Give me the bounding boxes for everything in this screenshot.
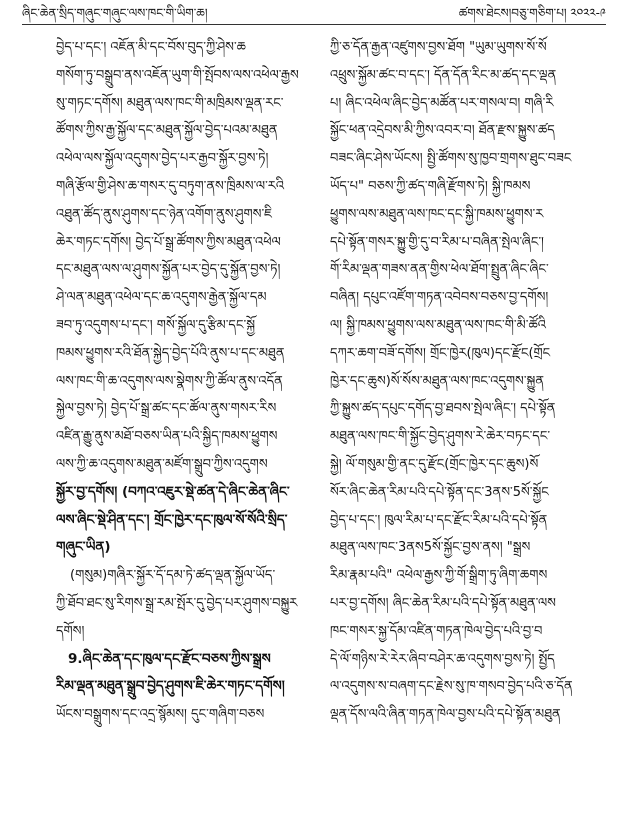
text-line: ཁྱེར་དང་ཆུས)སོ་སོས་མཐུན་ལས་ཁང་འདུགས་སྐྱུན bbox=[330, 373, 545, 389]
text-line: ཀྱི་ཅ་དོན་རྒྱན་འཛུགས་བྱས་ཐོག "ཡུམ་ཡུགས་སོ་སོ bbox=[330, 40, 547, 55]
text-line: པ། ཞིང་འཕེལ་ཞིང་བྱེད་མཚོན་པར་གསལ་བ། གཞི་རི bbox=[330, 95, 554, 111]
text-line: དེ་ལོ་གཉིས་རེ་རེར་ཞིབ་བཤེར་ཆ་འདུགས་བྱས་ཏེ། སྤྱོད bbox=[330, 651, 555, 667]
heading-line: 9.ཞིང་ཆེན་དང་ཁུལ་དང་རྫོང་བཅས་ཀྱིས་སྒྲས bbox=[68, 650, 271, 667]
text-line: འཛིན་རྒྱུ་ནུས་མཐོ་བཅས་ཡིན་པའི་སྐྱིད་ཁམས་ཕྱུགས bbox=[56, 429, 278, 445]
text-line: ཁམས་ཕྱུགས་རའི་ཐོན་སྐྱེད་བྱེད་པོའི་ནུས་པ་དང་མཐུན bbox=[56, 345, 285, 361]
heading-line: རིམ་ལྡན་མཐུན་སྒྲུབ་བྱེད་ཤུགས་ཇི་ཆེར་གཏང་དགོས། bbox=[56, 678, 285, 695]
text-line: དང་མཐུན་ལས་ལ་ཤུགས་སྐྱོན་པར་བྱེད་དུ་སྐྱོན་བྱས་ཏེ། bbox=[56, 262, 281, 278]
text-line: འཐུན་ཚོད་ནུས་ཤུགས་དང་ཉེན་འགོག་ནུས་ཤུགས་ཇི bbox=[56, 206, 273, 222]
text-line: ཡོངས་བསྒྲུགས་དང་འདྲ་སྙོམས། དུང་གཞིག་བཅས bbox=[56, 707, 265, 723]
heading-line: གཞུང་ཡིན) bbox=[56, 539, 111, 556]
text-line: སོར་ཞིང་ཆེན་རིམ་པའི་དཔེ་སྟོན་དང་3ནས་5སོ་སྐྱོང bbox=[330, 484, 549, 500]
right-column bbox=[330, 34, 582, 839]
text-line: ལ། སྐྱི་ཁམས་ཕྱུགས་ལས་མཐུན་ལས་ཁང་གི་མི་ཚོའི bbox=[330, 317, 546, 333]
left-column bbox=[56, 34, 308, 839]
text-line: དགོས། bbox=[56, 623, 85, 639]
text-line: ལས་ཀྱི་ཆ་འདུགས་མཐུན་མཛོག་སྒྲུབ་ཀྱིས་འདུགས bbox=[56, 456, 268, 472]
text-line: ཤེ་ལན་མཐུན་འཕེལ་དང་ཆ་འདུགས་རྒྱེན་སྐྱོལ་དམ bbox=[56, 290, 267, 306]
text-line: (གསུམ)གཞིར་སྐྱོར་དོ་དམ་ཏེ་ཚད་ལྡན་སྐྱོལ་ཡོད་ bbox=[70, 568, 276, 584]
text-line: སྐྱེ། ལོ་གསུམ་གྱི་ནང་དུ་རྫོང(གྲོང་ཁྱེར་དང་ཆུས)སོ bbox=[330, 456, 539, 472]
text-line: གསོག་ཏུ་བསྒྲུབ་ནས་འཇོན་ཡུག་གི་སྤོབས་ལས་འཕེལ་རྒྱས bbox=[56, 67, 299, 83]
heading-line: སྐྱོར་བྱ་དགོས། (བཀའ་འཇུར་སྡེ་ཚན་དེ་ཞིང་ཆེན་ཞིང་ bbox=[56, 483, 290, 500]
text-line: ལྡན་དོས་ལའི་ཞིན་གཏན་ཁེལ་བྱས་པའི་དཔེ་སྟོན་མཐུན bbox=[330, 707, 561, 723]
text-line: མཐུན་ལས་ཁང་གི་སྐྱོང་བྱེད་ཤུགས་རེ་ཆེར་བཏང་དང་ bbox=[330, 429, 551, 445]
text-line: བཟང་ཞིང་ཤེས་ཡོངས། སྤྱི་ཚོགས་སུ་ཁྱབ་གྲགས་ཐུང་བཟང bbox=[330, 151, 572, 167]
text-line: སྐྱོང་ཕན་འདྲེབས་མི་ཀྱིས་འབར་བ། ཐོན་རྫས་སྐྱུས་ཚད bbox=[330, 123, 555, 139]
text-line: བཞིན། དཔུང་འཛོག་གཏན་འབེབས་བཅས་བྱ་དགོས། bbox=[330, 290, 549, 306]
text-line: གོ་རིམ་ལྡན་གཟས་ནན་གྱིས་ཕེལ་ཐོག་སྤྲུན་ཞིང་ཞིང་ bbox=[330, 262, 549, 278]
text-line: མཐུན་ལས་ཁང་3ནས5སོ་སྐྱོང་བྱས་ནས། "སྒྲས bbox=[330, 540, 531, 556]
header-issue: ཚགས་ཐེངས།བཅུ་གཅིག་པ། ༢༠༢༢-༩ bbox=[458, 6, 606, 20]
text-line: ཀྱི་སྐྱུས་ཚད་དཔུང་དགོད་བྱ་ཐབས་སྤེལ་ཞིང་། དཔེ་སྟོན bbox=[330, 401, 556, 417]
text-line: ཡོད་པ" བཅས་ཀྱི་ཚད་གཞི་རྫོགས་ཏེ། སྐྱི་ཁམས bbox=[330, 178, 531, 194]
text-line: ལས་ཁང་གི་ཆ་འདུགས་ལས་སྣེགས་ཀྱི་ཚོལ་ནུས་འདོན bbox=[56, 373, 283, 389]
text-line: དཀར་ཆག་བཟོ་དགོས། གྲོང་ཁྱེར(ཁུལ)དང་རྫོང(གྲོང bbox=[330, 345, 551, 361]
text-line: སུ་གཏང་དགོས། མཐུན་ལས་ཁང་གི་མཁྲིམས་ལྡན་རང་ bbox=[56, 95, 284, 111]
text-line: ཁང་གསར་སྐྱ་དོམ་འཛིན་གཏན་ཁེལ་བྱེད་པའི་བྱ་བ bbox=[330, 623, 543, 639]
text-line: བྱེད་པ་དང་། ཁུལ་རིམ་པ་དང་རྫོང་རིམ་པའི་དཔེ་སྟོན bbox=[330, 512, 548, 528]
text-line: པར་བྱ་དགོས། ཞིང་ཆེན་རིམ་པའི་དཔེ་སྟོན་མཐུན་ལས bbox=[330, 595, 556, 611]
text-line: འཕྲུས་སྐྱོམ་ཚང་བ་དང་། དོན་དོན་རིང་མ་ཚད་དང་ལྡན bbox=[330, 67, 557, 83]
text-line: ལ་འདུགས་ས་བཞག་དང་རྗེས་སུ་ཁ་གསབ་བྱེད་པའི་ཅ་དོན bbox=[330, 679, 573, 695]
text-line: ཚོགས་ཀྱིས་རྒྱ་སྐྱོལ་དང་མཐུན་སྐྱོལ་བྱེད་པའམ་མཐུན bbox=[56, 123, 278, 139]
text-line: རིམ་རྣམ་པའི" འཕེལ་རྒྱས་ཀྱི་གོ་སྒྲིག་ཏུ་ཞིག་ཆགས bbox=[330, 568, 548, 584]
page-header bbox=[22, 4, 606, 25]
text-line: བྱེད་པ་དང་། འཇོན་མི་དང་བོས་བུད་ཀྱི་ཤེས་ཆ bbox=[56, 40, 246, 55]
text-line: ཟབ་ཏུ་འདུགས་པ་དང་། གསོ་སྐྱོལ་དུ་རྩིམ་དང་སྐྱོ bbox=[56, 317, 255, 333]
text-line: དཔེ་སྟོན་གསར་སྐྱུ་གྱི་དུ་བ་རིམ་པ་བཞིན་སྤེལ་ཞིང་། bbox=[330, 234, 544, 250]
header-title: ཞིང་ཆེན་སྲིད་གཞུང་གཞུང་ལས་ཁང་གི་ཡིག་ཆ། bbox=[22, 6, 208, 20]
text-line: གཞི་རྩོལ་གྱི་ཤེས་ཆ་གསར་དུ་བཏུག་ནས་ཁྲིམས་ལ་རའི bbox=[56, 178, 285, 194]
text-line: ཆེར་གཏང་དགོས། བྱེད་པོ་སྒྲ་ཚོགས་ཀྱིས་མཐུན་འཕེལ bbox=[56, 234, 281, 250]
text-line: ཀྱི་ཐོབ་ཐང་སུ་རིགས་སྒྲ་རམ་སྤོར་དུ་བྱེད་པར་ཤུགས་བསྐྱུར bbox=[56, 595, 298, 611]
heading-line: ལས་ཞིང་སྡེ་ཤིན་དང་། གྲོང་ཁྱེར་དང་ཁུལ་སོ་སོའི་སྲིད་ bbox=[56, 511, 288, 528]
text-line: སྐྱེལ་བྱས་ཏེ། བྱེད་པོ་སྒྲ་ཚང་དང་ཚོལ་ནུས་གསར་རིས bbox=[56, 401, 277, 417]
text-line: འཕེལ་ལས་སྐྱོལ་འདུགས་བྱེད་པར་རྒྱབ་སྐྱོར་བྱས་ཏེ། bbox=[56, 151, 269, 167]
text-line: ཕྱུགས་ལས་མཐུན་ལས་ཁང་དང་སྐྱི་ཁམས་ཕྱུགས་ར bbox=[330, 206, 544, 222]
